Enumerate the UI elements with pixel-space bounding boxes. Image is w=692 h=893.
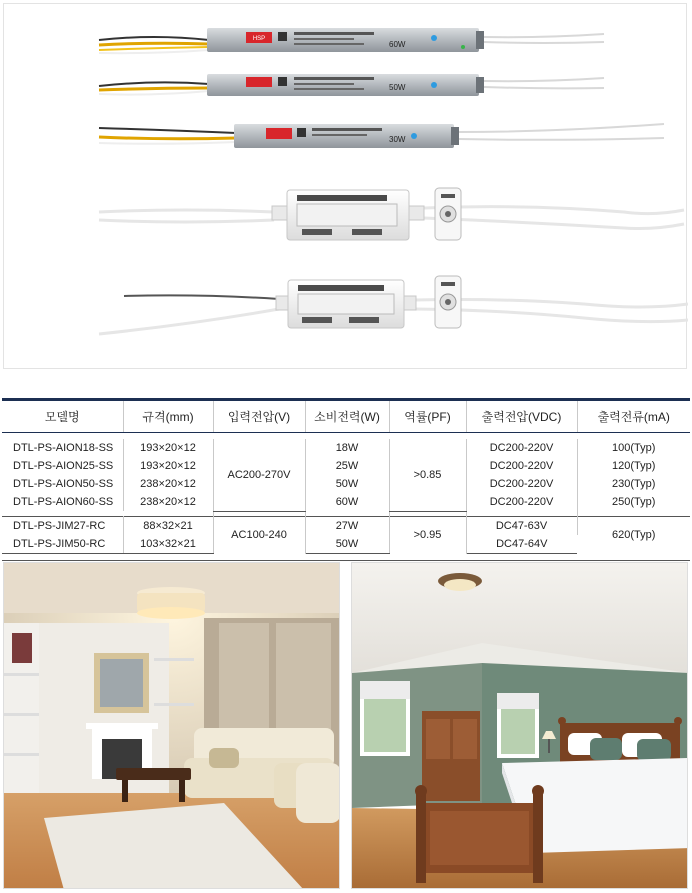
product-photo-panel [3,3,687,369]
power-cell: 50W [305,535,389,554]
output-current-cell: 230(Typ) [612,478,656,490]
model-cell: DTL-PS-AION60-SS [2,493,123,511]
wattage-50: 50W [389,83,406,92]
size-cell: 103×32×21 [123,535,213,554]
output-current-cell: 100(Typ) [612,442,656,454]
driver-60w [99,28,604,53]
input-voltage-cell: AC100-240 [213,516,305,553]
model-cell: DTL-PS-AION18-SS [2,439,123,457]
header-model: 모델명 [2,400,123,433]
header-output-current: 출력전류(mA) [577,400,690,433]
size-cell: 238×20×12 [123,493,213,511]
living-room-illustration [4,563,340,889]
output-voltage-cell: DC200-220V [466,475,577,493]
table-row [2,493,690,511]
wattage-30: 30W [389,135,406,144]
output-voltage-cell: DC47-64V [466,535,577,554]
header-output-voltage: 출력전압(VDC) [466,400,577,433]
header-input-voltage: 입력전압(V) [213,400,305,433]
power-cell: 27W [305,516,389,535]
brand-label: HSP [252,36,266,42]
model-cell: DTL-PS-JIM50-RC [2,535,123,554]
input-voltage-cell: AC200-270V [213,439,305,511]
table-row-spacer [2,553,690,560]
output-voltage-cell: DC47-63V [466,516,577,535]
output-voltage-cell: DC200-220V [466,457,577,475]
header-size: 규격(mm) [123,400,213,433]
output-current-cell: 120(Typ) [612,460,656,472]
bedroom-photo [351,562,688,889]
table-row [2,439,690,457]
pf-cell: >0.85 [389,439,466,511]
power-cell: 25W [305,457,389,475]
header-pf: 역률(PF) [389,400,466,433]
output-voltage-cell: DC200-220V [466,493,577,511]
driver-rc-box-1 [99,188,684,240]
size-cell: 238×20×12 [123,475,213,493]
wattage-60: 60W [389,40,406,49]
output-voltage-cell: DC200-220V [466,439,577,457]
power-cell: 50W [305,475,389,493]
living-room-photo [3,562,340,889]
table-row [2,475,690,493]
size-cell: 193×20×12 [123,439,213,457]
header-power: 소비전력(W) [305,400,389,433]
output-current-cell: 250(Typ) [612,496,656,508]
model-cell: DTL-PS-AION25-SS [2,457,123,475]
driver-rc-box-2 [99,276,688,334]
table-header-row [2,400,690,433]
size-cell: 88×32×21 [123,516,213,535]
spec-table [2,398,690,561]
model-cell: DTL-PS-JIM27-RC [2,516,123,535]
bedroom-illustration [352,563,688,889]
model-cell: DTL-PS-AION50-SS [2,475,123,493]
driver-50w [99,74,604,96]
size-cell: 193×20×12 [123,457,213,475]
driver-30w [99,124,664,149]
led-driver-illustration [4,4,688,370]
table-row [2,457,690,475]
power-cell: 18W [305,439,389,457]
pf-cell: >0.95 [389,516,466,553]
power-cell: 60W [305,493,389,511]
output-current-cell: 620(Typ) [577,516,690,553]
table-row [2,516,690,535]
